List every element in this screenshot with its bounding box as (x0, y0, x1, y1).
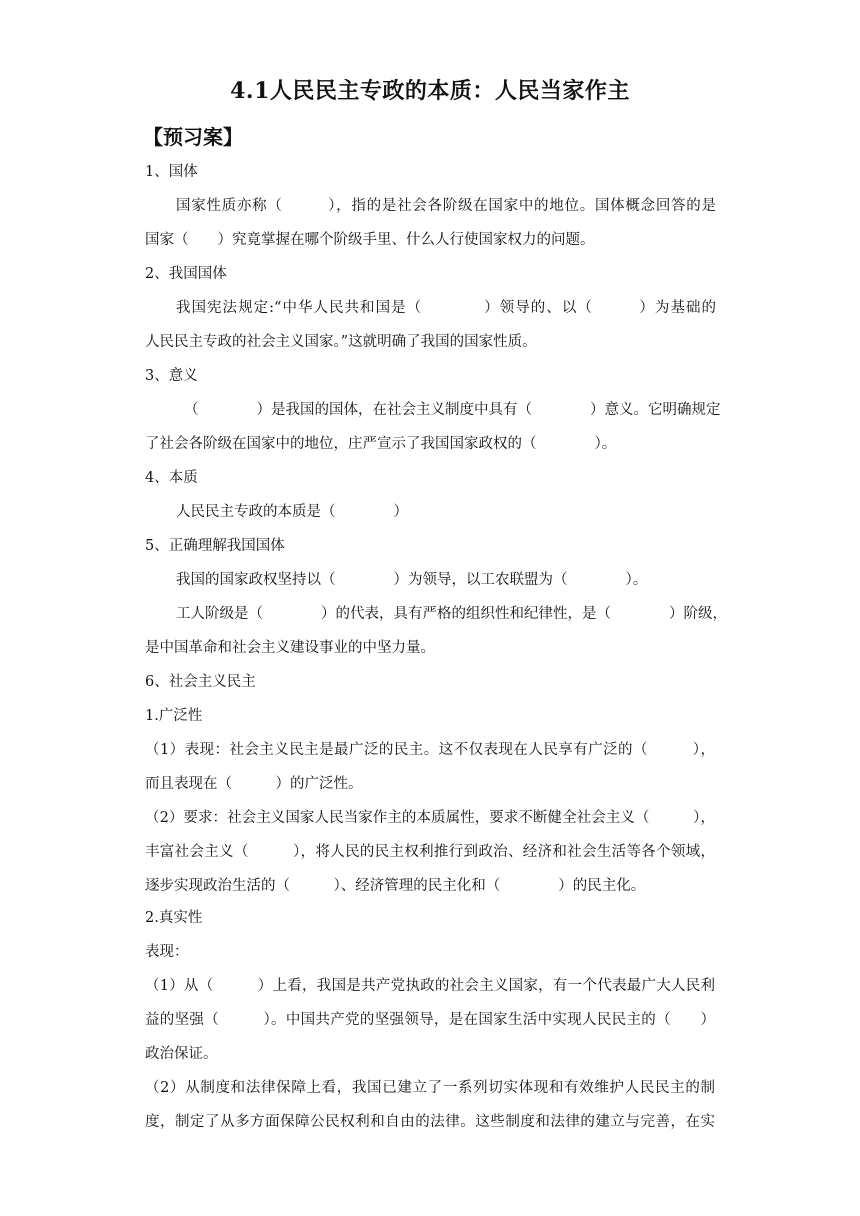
heading-shehuizhuyi-minzhu: 6、社会主义民主 (145, 674, 256, 690)
paragraph-line: 人民民主专政的本质是（ ） (176, 504, 408, 520)
page-title: 4.1人民民主专政的本质：人民当家作主 (230, 78, 630, 104)
paragraph-line: 人民民主专政的社会主义国家。”这就明确了我国的国家性质。 (145, 334, 537, 350)
paragraph-line: 丰富社会主义（ ），将人民的民主权利推行到政治、经济和社会生活等各个领域， (145, 844, 715, 860)
paragraph-line: （2）从制度和法律保障上看，我国已建立了一系列切实体现和有效维护人民民主的制 (145, 1080, 715, 1096)
paragraph-line: （ ）是我国的国体，在社会主义制度中具有（ ）意义。它明确规定 (184, 402, 721, 418)
heading-benzhi: 4、本质 (145, 470, 198, 486)
paragraph-line: 政治保证。 (145, 1046, 218, 1062)
section-heading: 【预习案】 (143, 125, 243, 149)
paragraph-line: 表现： (145, 944, 189, 960)
paragraph-line: 国家（ ）究竟掌握在哪个阶级手里、什么人行使国家权力的问题。 (145, 232, 595, 248)
paragraph-line: （1）表现：社会主义民主是最广泛的民主。这不仅表现在人民享有广泛的（ ）， (145, 742, 715, 758)
subheading-zhenshixing: 2.真实性 (145, 910, 203, 926)
paragraph-line: 是中国革命和社会主义建设事业的中坚力量。 (145, 640, 435, 656)
paragraph-line: 益的坚强（ ）。中国共产党的坚强领导，是在国家生活中实现人民民主的（ ） (145, 1012, 715, 1028)
heading-woguo-guoti: 2、我国国体 (145, 266, 227, 282)
paragraph-line: 逐步实现政治生活的（ ）、经济管理的民主化和（ ）的民主化。 (145, 878, 646, 894)
paragraph-line: 了社会各阶级在国家中的地位，庄严宣示了我国国家政权的（ ）。 (145, 436, 617, 452)
paragraph-line: 工人阶级是（ ）的代表，具有严格的组织性和纪律性，是（ ）阶级， (176, 606, 727, 622)
paragraph-line: 我国宪法规定:“中华人民共和国是（ ）领导的、以（ ）为基础的 (176, 300, 716, 316)
paragraph-line: 度，制定了从多方面保障公民权利和自由的法律。这些制度和法律的建立与完善，在实 (145, 1114, 715, 1130)
heading-zhengque-lijie: 5、正确理解我国国体 (145, 538, 285, 554)
paragraph-line: 我国的国家政权坚持以（ ）为领导，以工农联盟为（ ）。 (176, 572, 648, 588)
paragraph-line: （1）从（ ）上看，我国是共产党执政的社会主义国家，有一个代表最广大人民利 (145, 978, 715, 994)
paragraph-line: 国家性质亦称（ ），指的是社会各阶级在国家中的地位。国体概念回答的是 (176, 198, 716, 214)
paragraph-line: 而且表现在（ ）的广泛性。 (145, 776, 363, 792)
subheading-guangfanxing: 1.广泛性 (145, 708, 203, 724)
heading-yiyi: 3、意义 (145, 368, 198, 384)
heading-guoti: 1、国体 (145, 164, 198, 180)
paragraph-line: （2）要求：社会主义国家人民当家作主的本质属性，要求不断健全社会主义（ ）， (145, 810, 715, 826)
